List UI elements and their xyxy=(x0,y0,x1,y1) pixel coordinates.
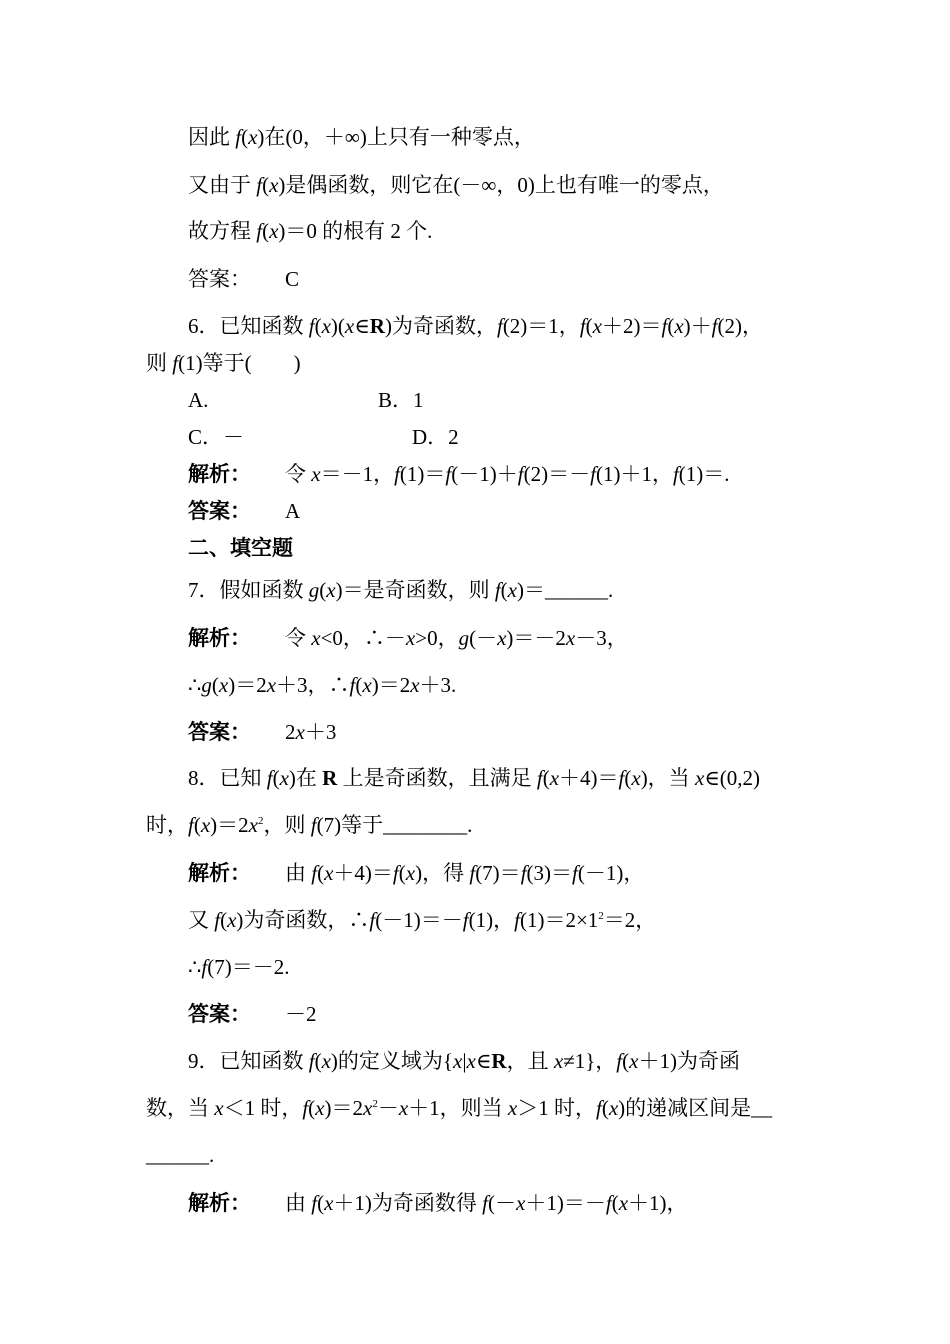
question-6-line-1: 6．已知函数 f(x)(x∈R)为奇函数，f(2)＝1，f(x＋2)＝f(x)＋f(2)， xyxy=(188,314,763,338)
answer-label: 答案： xyxy=(188,720,251,744)
question-9-line-1: 9．已知函数 f(x)的定义域为{x|x∈R，且 x≠1}，f(x＋1)为奇函 xyxy=(188,1049,740,1073)
option-b: B．1 xyxy=(378,388,424,412)
answer-label: 答案： xyxy=(188,499,251,523)
text-line: 又由于 f(x)是偶函数，则它在(－∞，0)上也有唯一的零点， xyxy=(188,173,724,197)
solution-label: 解析： xyxy=(188,462,251,486)
solution-line: ∴f(7)＝－2. xyxy=(188,955,290,979)
question-7: 7．假如函数 g(x)＝是奇函数，则 f(x)＝______. xyxy=(188,578,614,602)
answer-line xyxy=(188,498,300,524)
question-9-line-2: 数，当 x＜1 时，$f(x)=2x^2-x+1$，则当 x＞1 时，f(x)的递减区间是__ xyxy=(146,1096,773,1120)
solution-line: ∴g(x)＝2x＋3，∴f(x)＝2x＋3. xyxy=(188,673,457,697)
option-a: A. xyxy=(188,388,209,412)
solution-line: 解析： 由 f(x＋4)＝f(x)，得 f(7)＝f(3)＝f(－1)， xyxy=(188,861,645,885)
answer-line xyxy=(188,1001,317,1027)
solution-line: 解析： 令 x＝－1，f(1)＝f(－1)＋f(2)＝－f(1)＋1，f(1)＝. xyxy=(188,462,730,486)
answer-value: A xyxy=(285,499,301,523)
solution-line: 解析： 由 f(x＋1)为奇函数得 f(－x＋1)＝－f(x＋1)， xyxy=(188,1191,688,1215)
option-c: C．－ xyxy=(188,425,245,449)
question-9-line-3: ______. xyxy=(146,1143,215,1167)
text-line: 因此 f(x)在(0，＋∞)上只有一种零点， xyxy=(188,125,535,149)
section-heading: 二、填空题 xyxy=(188,536,293,560)
question-8-line-1: 8．已知 f(x)在 R 上是奇函数，且满足 f(x＋4)＝f(x)，当 x∈(0,2) xyxy=(188,766,761,790)
solution-label: 解析： xyxy=(188,626,251,650)
answer-label: 答案： xyxy=(188,267,251,291)
question-6-line-2: 则 f(1)等于( ) xyxy=(146,351,301,375)
solution-line: 解析： 令 x<0，∴－x>0，g(－x)＝－2x－3， xyxy=(188,626,628,650)
answer-value: C xyxy=(285,267,300,291)
solution-label: 解析： xyxy=(188,1191,251,1215)
answer-line xyxy=(188,266,299,292)
answer-value: －2 xyxy=(285,1002,317,1026)
answer-label: 答案： xyxy=(188,1002,251,1026)
text-line: 故方程 f(x)＝0 的根有 2 个. xyxy=(188,219,433,243)
solution-label: 解析： xyxy=(188,861,251,885)
answer-line: 答案： 2x＋3 xyxy=(188,720,337,744)
option-d: D．2 xyxy=(412,425,459,449)
question-8-line-2: 时，$f(x)=2x^2$，则 f(7)等于________. xyxy=(146,813,473,837)
solution-line: 又 f(x)为奇函数，∴f(－1)＝－f(1)，$f(1)=2\times 1^2=2$， xyxy=(188,908,657,932)
